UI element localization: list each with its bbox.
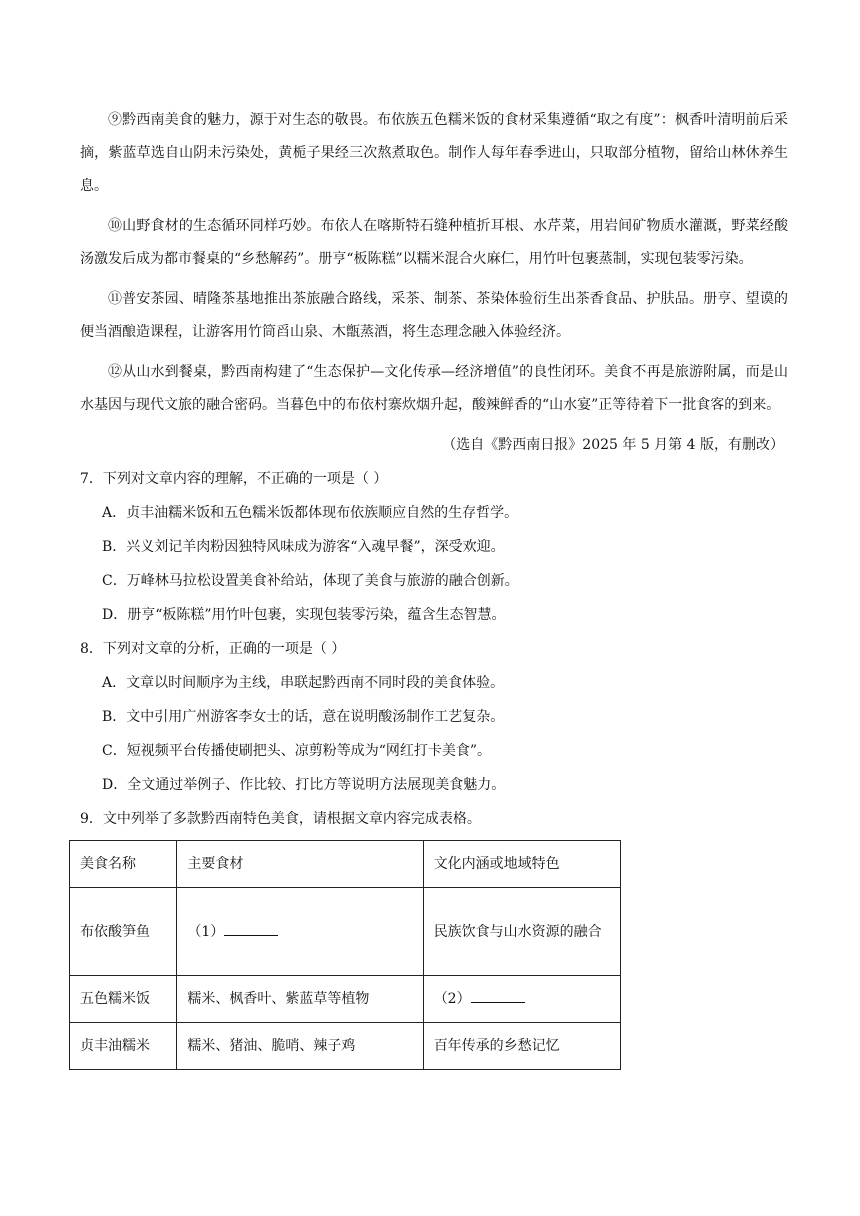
header-cell: 美食名称 — [70, 841, 177, 888]
answer-blank[interactable] — [471, 986, 525, 1003]
answer-cell-2[interactable] — [423, 976, 620, 1023]
option-a: A．文章以时间顺序为主线，串联起黔西南不同时段的美食体验。 — [102, 675, 505, 691]
paragraph-9: ⑨黔西南美食的魅力，源于对生态的敬畏。布依族五色糯米饭的食材采集遵循“取之有度”：枫香叶清明前后采摘，紫蓝草选自山阴未污染处，黄栀子果经三次熬煮取色。制作人每年春季进山，只取部分植物，留给山林休养生息。 — [80, 112, 788, 194]
table-cell: 五色糯米饭 — [70, 976, 177, 1023]
question-stem: 7．下列对文章内容的理解，不正确的一项是（ ） — [80, 471, 388, 487]
table-cell: 贞丰油糯米 — [70, 1023, 177, 1070]
paragraph-10: ⑩山野食材的生态循环同样巧妙。布依人在喀斯特石缝种植折耳根、水芹菜，用岩间矿物质水灌溉，野菜经酸汤激发后成为都市餐桌的“乡愁解药”。册亨“板陈糕”以糯米混合火麻仁，用竹叶包裹蒸制，实现包装零污染。 — [80, 218, 788, 267]
table-cell: 民族饮食与山水资源的融合 — [423, 888, 620, 976]
option-c: C．万峰林马拉松设置美食补给站，体现了美食与旅游的融合创新。 — [102, 573, 519, 589]
option-a: A．贞丰油糯米饭和五色糯米饭都体现布依族顺应自然的生存哲学。 — [102, 505, 519, 521]
answer-blank[interactable] — [224, 919, 278, 936]
option-c: C．短视频平台传播使刷把头、凉剪粉等成为“网红打卡美食”。 — [102, 743, 492, 759]
table-cell: 百年传承的乡愁记忆 — [423, 1023, 620, 1070]
table-row — [70, 888, 621, 976]
table-row — [70, 1023, 621, 1070]
question-stem: 8．下列对文章的分析，正确的一项是（ ） — [80, 641, 346, 657]
header-cell: 主要食材 — [177, 841, 423, 888]
paragraph-11: ⑪普安茶园、晴隆茶基地推出茶旅融合路线，采茶、制茶、茶染体验衍生出茶香食品、护肤品。册亨、望谟的便当酒酿造课程，让游客用竹筒舀山泉、木甑蒸酒，将生态理念融入体验经济。 — [80, 291, 788, 340]
article-source: （选自《黔西南日报》2025 年 5 月第 4 版，有删改） — [442, 437, 784, 453]
table-row — [70, 976, 621, 1023]
option-b: B．兴义刘记羊肉粉因独特风味成为游客“入魂早餐”，深受欢迎。 — [102, 539, 505, 555]
option-d: D．册亨“板陈糕”用竹叶包裹，实现包装零污染，蕴含生态智慧。 — [102, 607, 506, 623]
table-header-row — [70, 841, 621, 888]
answer-cell-1[interactable] — [177, 888, 423, 976]
table-cell: 布依酸笋鱼 — [70, 888, 177, 976]
question-7 — [80, 462, 788, 632]
paragraph-12: ⑫从山水到餐桌，黔西南构建了“生态保护—文化传承—经济增值”的良性闭环。美食不再是旅游附属，而是山水基因与现代文旅的融合密码。当暮色中的布依村寨炊烟升起，酸辣鲜香的“山水宴”正等待着下一批食客的到来。 — [80, 364, 788, 413]
blank-label: （1） — [187, 923, 225, 940]
option-d: D．全文通过举例子、作比较、打比方等说明方法展现美食魅力。 — [102, 777, 506, 793]
question-stem: 9．文中列举了多款黔西南特色美食，请根据文章内容完成表格。 — [80, 811, 481, 827]
header-cell: 文化内涵或地域特色 — [423, 841, 620, 888]
food-table — [69, 840, 621, 1070]
table-cell: 糯米、枫香叶、紫蓝草等植物 — [177, 976, 423, 1023]
blank-label: （2） — [433, 991, 471, 1007]
question-8 — [80, 632, 788, 802]
table-cell: 糯米、猪油、脆哨、辣子鸡 — [177, 1023, 423, 1070]
option-b: B．文中引用广州游客李女士的话，意在说明酸汤制作工艺复杂。 — [102, 709, 505, 725]
question-9 — [80, 802, 788, 1070]
